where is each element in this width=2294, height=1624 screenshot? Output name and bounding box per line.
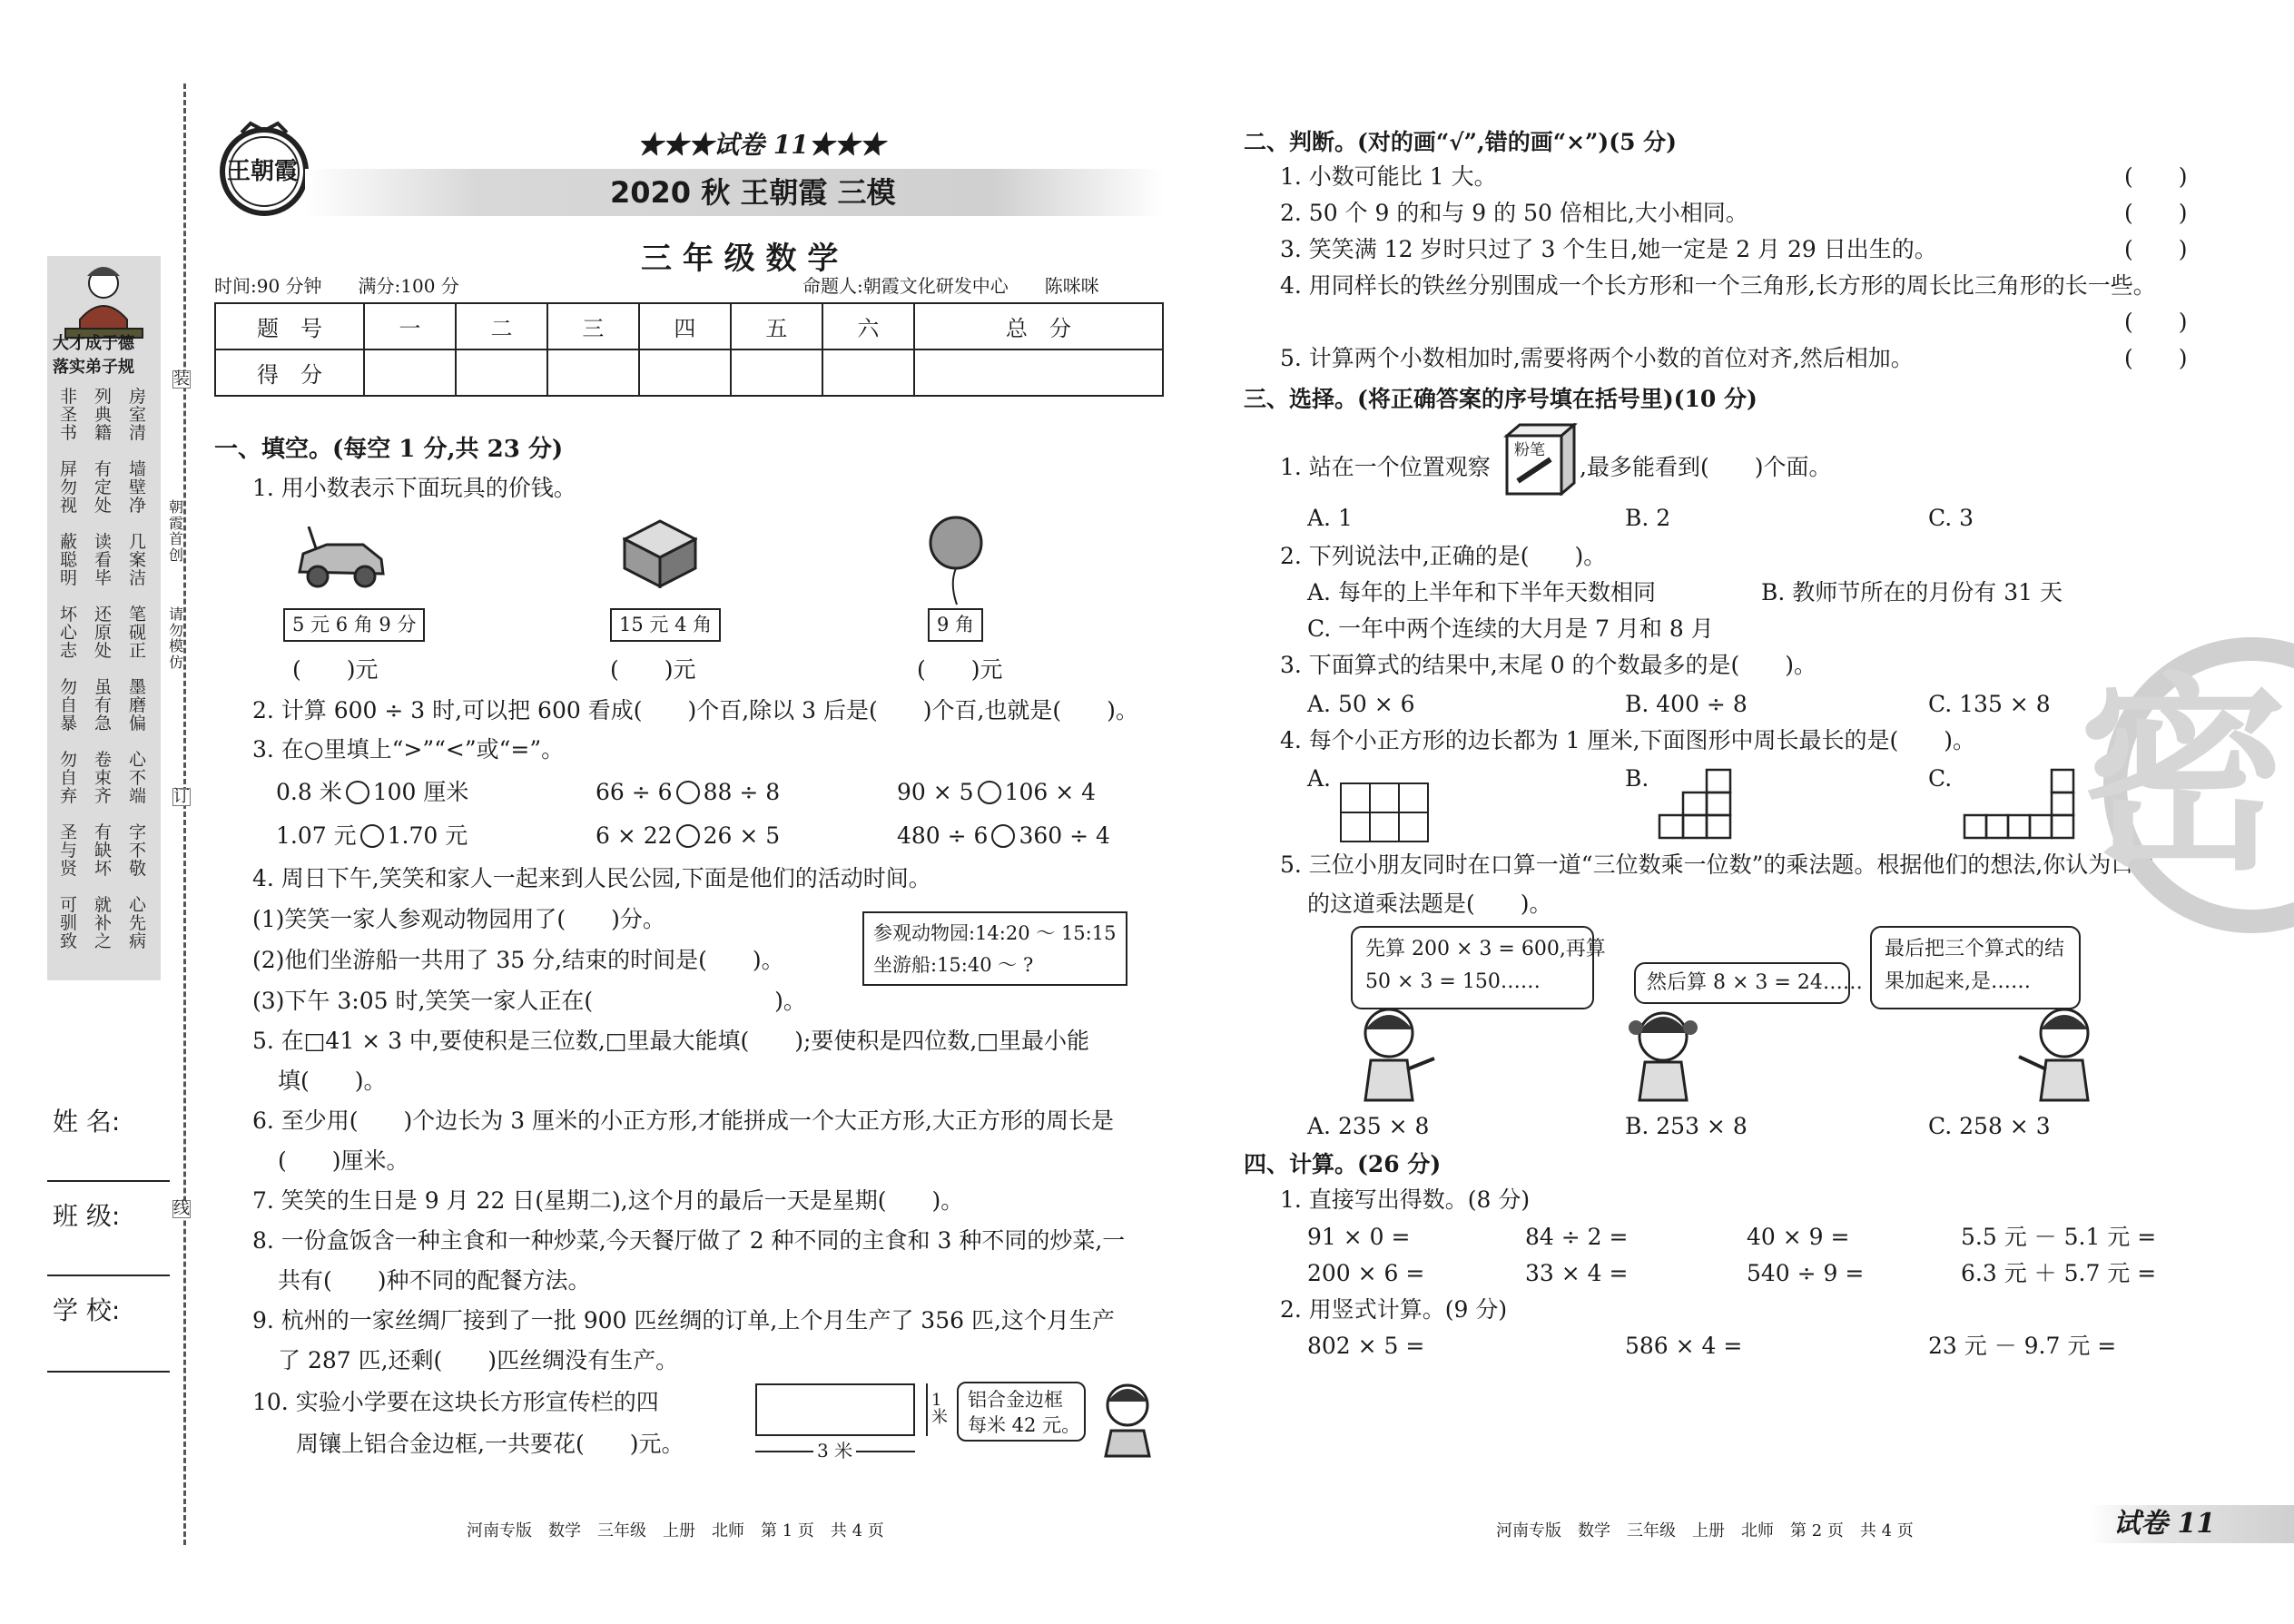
q3-1-opt-c[interactable]: C. 3: [1928, 505, 1974, 531]
motto-phrase: 非圣书: [60, 387, 78, 443]
compare-circle[interactable]: [676, 824, 700, 848]
school-label: 学 校:: [53, 1295, 121, 1325]
motto-phrase: 墨磨偏: [129, 677, 147, 733]
motto-phrase: 可驯致: [60, 895, 78, 951]
shape-a-grid: [1340, 782, 1429, 842]
shape-b-staircase: [1658, 768, 1759, 841]
frame-price-2: 每米 42 元。: [968, 1414, 1081, 1436]
q1-2: 2. 计算 600 ÷ 3 时,可以把 600 看成( )个百,除以 3 后是( )个百,也就是( )。: [252, 697, 1138, 723]
q3-3-opt-c[interactable]: C. 135 × 8: [1928, 691, 2051, 717]
fold-mark-2: 订: [173, 787, 190, 806]
calc-expression: 802 × 5 =: [1307, 1333, 1425, 1359]
q1-4-2: (2)他们坐游船一共用了 35 分,结束的时间是( )。: [252, 947, 784, 973]
motto-phrase: 墙壁净: [129, 459, 147, 516]
q1-1: 1. 用小数表示下面玩具的价钱。: [252, 475, 576, 501]
part2-title: 二、判断。(对的画“√”,错的画“×”)(5 分): [1244, 129, 1678, 155]
q1-8a: 8. 一份盒饭含一种主食和一种炒菜,今天餐厅做了 2 种不同的主食和 3 种不同的炒菜,一: [252, 1227, 1126, 1254]
kid2-bubble: 然后算 8 × 3 = 24……: [1634, 962, 1850, 1004]
bulletin-board-rect: [755, 1383, 915, 1436]
q3-5-opt-c[interactable]: C. 258 × 3: [1928, 1113, 2051, 1139]
subject-title: 三 年 级 数 学: [641, 241, 839, 277]
score-header-cell: 六: [822, 303, 914, 349]
fold-mark-1: 装: [173, 369, 190, 389]
part4-title: 四、计算。(26 分): [1244, 1151, 1442, 1177]
compare-4: 1.07 元 1.70 元: [276, 822, 468, 849]
height-label: 1 米: [931, 1391, 948, 1427]
q4-1: 1. 直接写出得数。(8 分): [1280, 1186, 1531, 1213]
compare-2: 66 ÷ 6 88 ÷ 8: [596, 779, 781, 805]
motto-phrase: 勿自暴: [60, 677, 78, 733]
score-input-cell[interactable]: [364, 349, 456, 396]
boy1-cartoon: [1353, 1002, 1443, 1102]
girl2-cartoon: [1625, 1006, 1703, 1102]
q3-4-opt-b[interactable]: B.: [1625, 765, 1649, 792]
answer-blank-1[interactable]: ( )元: [292, 656, 379, 683]
rubiks-cube-image: [623, 519, 697, 588]
calc-expression: 5.5 元 － 5.1 元 =: [1961, 1224, 2157, 1250]
binding-line: [183, 84, 186, 1545]
answer-blank-2[interactable]: ( )元: [610, 656, 696, 683]
copyright-note-1: 朝霞首创: [169, 498, 184, 564]
score-header-cell: 一: [364, 303, 456, 349]
score-input-cell[interactable]: [456, 349, 547, 396]
q3-2-opt-c[interactable]: C. 一年中两个连续的大月是 7 月和 8 月: [1307, 615, 1714, 642]
motto-phrase: 圣与贤: [60, 822, 78, 879]
score-header-cell: 题 号: [215, 303, 364, 349]
boy3-cartoon: [2012, 1002, 2102, 1102]
price-tag-2: 15 元 4 角: [610, 608, 721, 642]
q3-3-opt-a[interactable]: A. 50 × 6: [1307, 691, 1415, 717]
q1-3: 3. 在○里填上“>”“<”或“=”。: [252, 736, 565, 763]
chalk-box-image: [1503, 423, 1578, 496]
watermark-char: 密: [2079, 654, 2289, 899]
motto-phrase: 虽有急: [94, 677, 113, 733]
q3-1-opt-a[interactable]: A. 1: [1307, 505, 1353, 531]
compare-circle[interactable]: [991, 824, 1015, 848]
schedule-boat: 坐游船:15:40 ～ ?: [873, 954, 1034, 976]
q1-9b: 了 287 匹,还剩( )匹丝绸没有生产。: [278, 1347, 679, 1373]
q3-2-opt-a[interactable]: A. 每年的上半年和下半年天数相同: [1307, 579, 1656, 605]
part1-title: 一、填空。(每空 1 分,共 23 分): [214, 436, 564, 463]
score-header-cell: 四: [639, 303, 731, 349]
judgement-answer-paren[interactable]: ( ): [2124, 345, 2188, 371]
answer-blank-3[interactable]: ( )元: [917, 656, 1003, 683]
q1-9a: 9. 杭州的一家丝绸厂接到了一批 900 匹丝绸的订单,上个月生产了 356 匹,这个月生产: [252, 1307, 1115, 1334]
compare-1: 0.8 米 100 厘米: [276, 779, 469, 805]
q3-1a: 1. 站在一个位置观察: [1280, 454, 1491, 480]
score-header-cell: 总 分: [914, 303, 1163, 349]
q1-4-3: (3)下午 3:05 时,笑笑一家人正在( )。: [252, 988, 806, 1014]
judgement-answer-paren[interactable]: ( ): [2124, 309, 2188, 335]
calc-expression: 40 × 9 =: [1747, 1224, 1850, 1250]
motto-phrase: 列典籍: [94, 387, 113, 443]
q1-5b: 填( )。: [278, 1068, 387, 1094]
slogan-1: 大才成于德: [53, 334, 134, 353]
calc-expression: 23 元 － 9.7 元 =: [1928, 1333, 2117, 1359]
time-info: 时间:90 分钟 满分:100 分: [214, 275, 459, 297]
motto-phrase: 屏勿视: [60, 459, 78, 516]
motto-phrase: 笔砚正: [129, 605, 147, 661]
motto-phrase: 读看毕: [94, 532, 113, 588]
q3-4: 4. 每个小正方形的边长都为 1 厘米,下面图形中周长最长的是( )。: [1280, 727, 1976, 753]
scholar-cartoon: [47, 256, 161, 347]
judgement-item: 2. 50 个 9 的和与 9 的 50 倍相比,大小相同。: [1280, 200, 1748, 226]
motto-phrase: 就补之: [94, 895, 113, 951]
q3-2: 2. 下列说法中,正确的是( )。: [1280, 543, 1607, 569]
paper-number: ★★★试卷 11★★★: [637, 130, 885, 160]
q3-1b: ,最多能看到( )个面。: [1580, 454, 1832, 480]
score-header-cell: 五: [731, 303, 822, 349]
q1-7: 7. 笑笑的生日是 9 月 22 日(星期二),这个月的最后一天是星期( )。: [252, 1187, 964, 1214]
slogan-2: 落实弟子规: [53, 358, 134, 377]
price-tag-3: 9 角: [928, 608, 983, 642]
motto-phrase: 有定处: [94, 459, 113, 516]
corner-label: 试卷 11: [2113, 1508, 2216, 1540]
price-tag-1: 5 元 6 角 9 分: [283, 608, 425, 642]
schedule-zoo: 参观动物园:14:20 ～ 15:15: [873, 922, 1117, 944]
toy-car-image: [290, 527, 390, 590]
judgement-item: 3. 笑笑满 12 岁时只过了 3 个生日,她一定是 2 月 29 日出生的。: [1280, 236, 1937, 262]
compare-3: 90 × 5 106 × 4: [897, 779, 1097, 805]
q3-5a: 5. 三位小朋友同时在口算一道“三位数乘一位数”的乘法题。根据他们的想法,你认为口算: [1280, 851, 2157, 878]
compare-circle[interactable]: [346, 781, 369, 804]
calc-expression: 6.3 元 ＋ 5.7 元 =: [1961, 1260, 2157, 1286]
q1-8b: 共有( )种不同的配餐方法。: [278, 1267, 591, 1294]
q1-6a: 6. 至少用( )个边长为 3 厘米的小正方形,才能拼成一个大正方形,大正方形的周长是: [252, 1107, 1115, 1134]
kid1-bubble: 先算 200 × 3 = 600,再算 50 × 3 = 150……: [1351, 926, 1594, 1009]
judgement-item: 5. 计算两个小数相加时,需要将两个小数的首位对齐,然后相加。: [1280, 345, 1914, 371]
motto-phrase: 勿自弃: [60, 750, 78, 806]
motto-phrase: 坏心志: [60, 605, 78, 661]
q4-2: 2. 用竖式计算。(9 分): [1280, 1296, 1508, 1323]
name-line[interactable]: [47, 1180, 170, 1182]
q3-3: 3. 下面算式的结果中,末尾 0 的个数最多的是( )。: [1280, 652, 1817, 678]
compare-circle[interactable]: [676, 781, 700, 804]
logo-text: 王朝霞: [227, 158, 299, 185]
copyright-note-2: 请勿模仿: [169, 605, 184, 671]
q1-4-1: (1)笑笑一家人参观动物园用了( )分。: [252, 906, 665, 932]
judgement-item: 1. 小数可能比 1 大。: [1280, 163, 1497, 190]
q3-5b: 的这道乘法题是( )。: [1307, 891, 1552, 917]
q3-4-opt-c[interactable]: C.: [1928, 765, 1953, 792]
part3-title: 三、选择。(将正确答案的序号填在括号里)(10 分): [1244, 386, 1757, 412]
q1-10b: 周镶上铝合金边框,一共要花( )元。: [296, 1431, 684, 1457]
judgement-answer-paren[interactable]: ( ): [2124, 200, 2188, 226]
class-line[interactable]: [47, 1275, 170, 1276]
author-info: 命题人:朝霞文化研发中心 陈咪咪: [802, 275, 1099, 297]
score-input-cell[interactable]: [639, 349, 731, 396]
q3-5-opt-a[interactable]: A. 235 × 8: [1307, 1113, 1430, 1139]
q1-5a: 5. 在□41 × 3 中,要使积是三位数,□里最大能填( );要使积是四位数,□里最小能: [252, 1028, 1089, 1054]
calc-expression: 91 × 0 =: [1307, 1224, 1411, 1250]
score-input-cell[interactable]: [731, 349, 822, 396]
motto-phrase: 心先病: [129, 895, 147, 951]
judgement-answer-paren[interactable]: ( ): [2124, 163, 2188, 190]
motto-phrase: 心不端: [129, 750, 147, 806]
school-line[interactable]: [47, 1371, 170, 1373]
judgement-item: 4. 用同样长的铁丝分别围成一个长方形和一个三角形,长方形的周长比三角形的长一些。: [1280, 272, 2156, 299]
compare-6: 480 ÷ 6 360 ÷ 4: [897, 822, 1110, 849]
kid3-bubble: 最后把三个算式的结 果加起来,是……: [1870, 926, 2081, 1009]
balloon-image: [924, 516, 988, 606]
score-header-cell: 三: [547, 303, 639, 349]
q3-5-opt-b[interactable]: B. 253 × 8: [1625, 1113, 1748, 1139]
calc-expression: 540 ÷ 9 =: [1747, 1260, 1865, 1286]
motto-phrase: 卷束齐: [94, 750, 113, 806]
exam-title: 2020 秋 王朝霞 三模: [610, 175, 896, 210]
compare-circle[interactable]: [978, 781, 1001, 804]
score-input-cell[interactable]: [822, 349, 914, 396]
q3-4-opt-a[interactable]: A.: [1307, 765, 1332, 792]
footer-left: 河南专版 数学 三年级 上册 北师 第 1 页 共 4 页: [467, 1521, 884, 1540]
width-label: 3 米: [813, 1442, 856, 1460]
motto-phrase: 字不敬: [129, 822, 147, 879]
q3-1-opt-b[interactable]: B. 2: [1625, 505, 1671, 531]
calc-expression: 586 × 4 =: [1625, 1333, 1743, 1359]
score-header-cell: 二: [456, 303, 547, 349]
score-table: [214, 302, 1164, 397]
fold-mark-3: 线: [173, 1199, 190, 1218]
footer-right: 河南专版 数学 三年级 上册 北师 第 2 页 共 4 页: [1496, 1521, 1914, 1540]
q1-6b: ( )厘米。: [278, 1147, 409, 1174]
compare-circle[interactable]: [360, 824, 384, 848]
calc-expression: 33 × 4 =: [1525, 1260, 1629, 1286]
shape-c-lshape: [1957, 768, 2075, 841]
score-input-cell[interactable]: [914, 349, 1163, 396]
q1-10a: 10. 实验小学要在这块长方形宣传栏的四: [252, 1389, 659, 1415]
score-input-cell[interactable]: [547, 349, 639, 396]
class-label: 班 级:: [53, 1201, 121, 1231]
calc-expression: 200 × 6 =: [1307, 1260, 1425, 1286]
judgement-answer-paren[interactable]: ( ): [2124, 236, 2188, 262]
q1-4: 4. 周日下午,笑笑和家人一起来到人民公园,下面是他们的活动时间。: [252, 865, 931, 891]
compare-5: 6 × 22 26 × 5: [596, 822, 781, 849]
motto-phrase: 有缺坏: [94, 822, 113, 879]
q3-2-opt-b[interactable]: B. 教师节所在的月份有 31 天: [1761, 579, 2063, 605]
calc-expression: 84 ÷ 2 =: [1525, 1224, 1629, 1250]
height-dimension-line: [926, 1383, 928, 1436]
chalk-box-label: 粉笔: [1514, 441, 1545, 459]
motto-phrase: 房室清: [129, 387, 147, 443]
q3-3-opt-b[interactable]: B. 400 ÷ 8: [1625, 691, 1748, 717]
motto-phrase: 几案洁: [129, 532, 147, 588]
name-label: 姓 名:: [53, 1107, 121, 1137]
girl-cartoon: [1093, 1380, 1162, 1458]
motto-phrase: 还原处: [94, 605, 113, 661]
score-row-label: 得 分: [215, 349, 364, 396]
frame-price-1: 铝合金边框: [968, 1389, 1063, 1411]
motto-phrase: 蔽聪明: [60, 532, 78, 588]
